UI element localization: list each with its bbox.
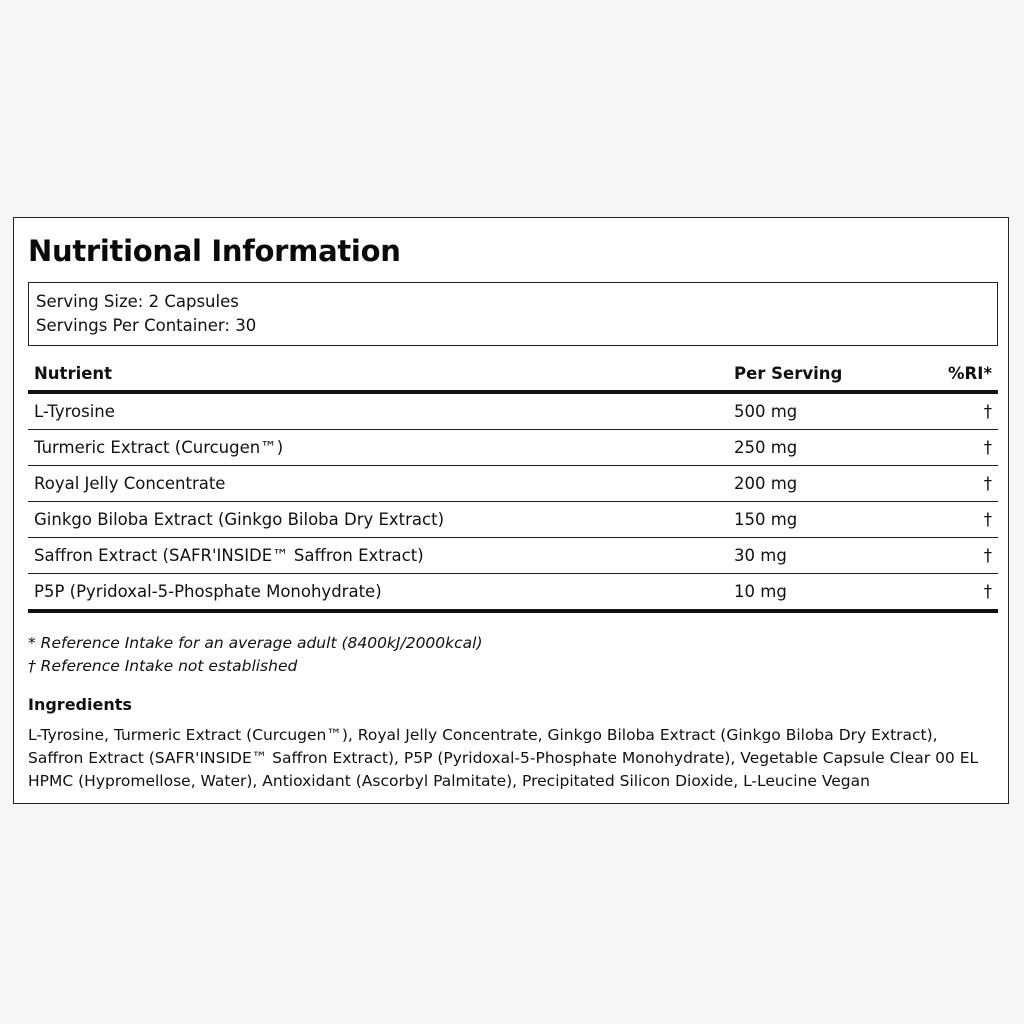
serving-info-box bbox=[28, 282, 998, 346]
ingredients-heading: Ingredients bbox=[28, 695, 132, 714]
nutrient-ri: † bbox=[934, 574, 998, 612]
footnote-not-established: † Reference Intake not established bbox=[28, 657, 298, 675]
nutrient-amount: 500 mg bbox=[728, 392, 934, 430]
nutrient-name: Royal Jelly Concentrate bbox=[28, 466, 728, 502]
nutrient-name: Ginkgo Biloba Extract (Ginkgo Biloba Dry Extract) bbox=[28, 502, 728, 538]
page-title: Nutritional Information bbox=[28, 234, 401, 268]
nutrient-name: Saffron Extract (SAFR'INSIDE™ Saffron Extract) bbox=[28, 538, 728, 574]
table-row bbox=[28, 502, 998, 538]
table-row bbox=[28, 392, 998, 430]
column-header-nutrient: Nutrient bbox=[28, 356, 728, 392]
nutrient-name: Turmeric Extract (Curcugen™) bbox=[28, 430, 728, 466]
nutrient-amount: 150 mg bbox=[728, 502, 934, 538]
footnotes bbox=[28, 632, 483, 678]
table-header-row bbox=[28, 356, 998, 392]
nutrient-amount: 250 mg bbox=[728, 430, 934, 466]
nutrient-ri: † bbox=[934, 392, 998, 430]
nutrient-name: L-Tyrosine bbox=[28, 392, 728, 430]
nutrition-panel bbox=[13, 217, 1009, 804]
nutrient-amount: 30 mg bbox=[728, 538, 934, 574]
table-row bbox=[28, 466, 998, 502]
table-row bbox=[28, 538, 998, 574]
nutrient-name: P5P (Pyridoxal-5-Phosphate Monohydrate) bbox=[28, 574, 728, 612]
serving-size: Serving Size: 2 Capsules bbox=[36, 292, 239, 311]
column-header-per-serving: Per Serving bbox=[728, 356, 934, 392]
nutrient-ri: † bbox=[934, 430, 998, 466]
table-row bbox=[28, 574, 998, 612]
ingredients-list: L-Tyrosine, Turmeric Extract (Curcugen™), Royal Jelly Concentrate, Ginkgo Biloba Extract (Ginkgo Biloba Dry Extract), Saffron Extract (SAFR'INSIDE™ Saffron Extract), P5P (Pyridoxal-5-Phosphate Monohydrate), Vegetable Capsule Clear 00 EL HPMC (Hypromellose, Water), Antioxidant (Ascorbyl Palmitate), Precipitated Silicon Dioxide, L-Leucine Vegan bbox=[28, 726, 979, 790]
nutrient-amount: 200 mg bbox=[728, 466, 934, 502]
footnote-reference-intake: * Reference Intake for an average adult (8400kJ/2000kcal) bbox=[28, 634, 483, 652]
nutrition-table bbox=[28, 356, 998, 613]
servings-per-container: Servings Per Container: 30 bbox=[36, 316, 257, 335]
nutrient-ri: † bbox=[934, 466, 998, 502]
nutrient-ri: † bbox=[934, 538, 998, 574]
table-row bbox=[28, 430, 998, 466]
column-header-ri: %RI* bbox=[934, 356, 998, 392]
nutrient-ri: † bbox=[934, 502, 998, 538]
nutrient-amount: 10 mg bbox=[728, 574, 934, 612]
